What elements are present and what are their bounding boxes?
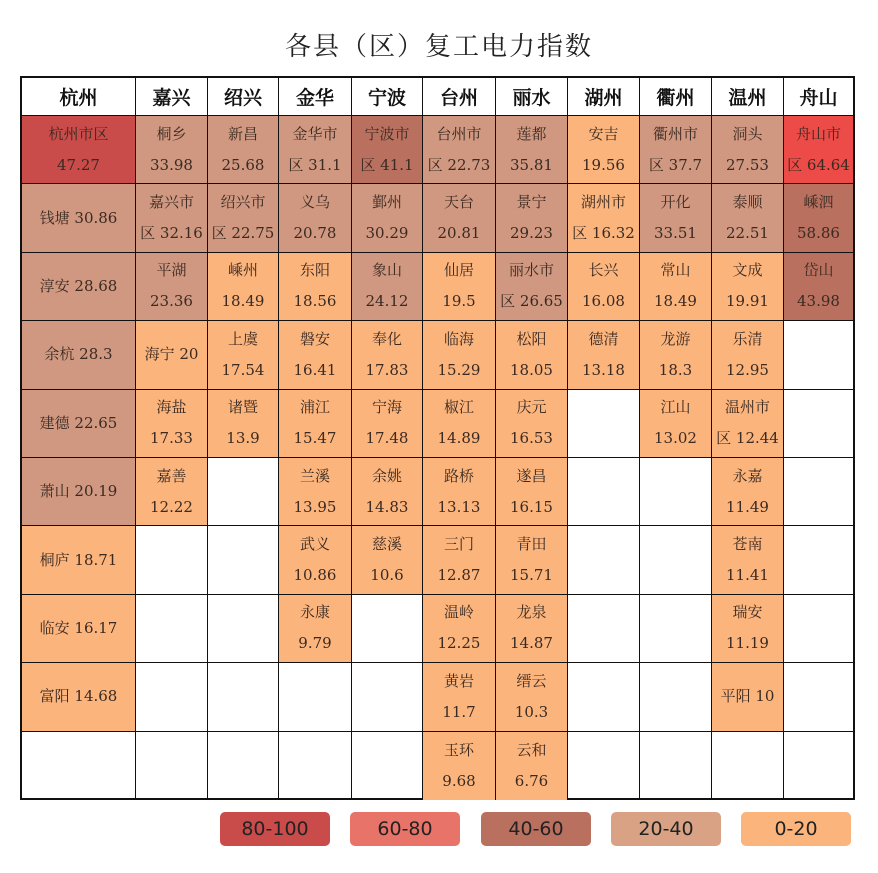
column-header-label: 杭州 bbox=[59, 87, 98, 109]
cell-line-2: 33.98 bbox=[150, 155, 193, 174]
cell-line-2: 14.83 bbox=[365, 497, 409, 516]
cell-line-1: 象山 bbox=[371, 261, 402, 280]
column-header bbox=[496, 78, 568, 116]
cell-line-2: 11.19 bbox=[726, 634, 769, 653]
cell-line-2: 23.36 bbox=[150, 292, 193, 311]
table-cell bbox=[712, 526, 784, 594]
cell-line-2: 区 64.64 bbox=[787, 155, 850, 174]
table-cell bbox=[136, 321, 208, 389]
cell-line-1: 舟山市 bbox=[795, 124, 841, 143]
cell-line-2: 16.41 bbox=[293, 360, 337, 379]
cell-line-1: 义乌 bbox=[299, 193, 330, 212]
empty-cell bbox=[568, 390, 640, 458]
table-cell bbox=[136, 184, 208, 252]
cell-line-2: 14.89 bbox=[437, 429, 481, 448]
table-cell bbox=[279, 116, 352, 184]
cell-line-2: 9.68 bbox=[442, 771, 476, 790]
column-header-label: 衢州 bbox=[656, 87, 695, 109]
table-cell bbox=[784, 184, 853, 252]
table-cell bbox=[640, 321, 712, 389]
cell-line-1: 兰溪 bbox=[299, 466, 330, 485]
cell-line-2: 17.48 bbox=[365, 429, 409, 448]
cell-line-2: 16.08 bbox=[582, 292, 625, 311]
table-cell bbox=[423, 253, 496, 321]
empty-cell bbox=[208, 663, 279, 731]
table-cell bbox=[136, 458, 208, 526]
cell-line-1: 萧山 20.19 bbox=[39, 482, 118, 501]
empty-cell bbox=[568, 595, 640, 663]
table-cell bbox=[279, 184, 352, 252]
table-cell bbox=[136, 116, 208, 184]
cell-line-1: 仙居 bbox=[443, 261, 474, 280]
table-cell bbox=[352, 526, 423, 594]
table-cell bbox=[208, 390, 279, 458]
table-cell bbox=[279, 390, 352, 458]
table-cell bbox=[22, 116, 136, 184]
cell-line-2: 17.33 bbox=[150, 429, 193, 448]
empty-cell bbox=[208, 732, 279, 800]
table-cell bbox=[423, 595, 496, 663]
cell-line-1: 宁海 bbox=[371, 398, 402, 417]
cell-line-2: 43.98 bbox=[797, 292, 840, 311]
legend-label: 80-100 bbox=[241, 818, 309, 840]
legend bbox=[0, 812, 878, 848]
cell-line-1: 建德 22.65 bbox=[39, 413, 118, 432]
cell-line-1: 路桥 bbox=[443, 466, 474, 485]
cell-line-1: 东阳 bbox=[299, 261, 330, 280]
cell-line-1: 武义 bbox=[299, 535, 330, 554]
cell-line-2: 27.53 bbox=[726, 155, 769, 174]
legend-label: 0-20 bbox=[774, 818, 818, 840]
table-cell bbox=[568, 116, 640, 184]
cell-line-1: 嵊泗 bbox=[803, 193, 834, 212]
table-cell bbox=[423, 526, 496, 594]
cell-line-1: 遂昌 bbox=[516, 466, 547, 485]
cell-line-2: 10.3 bbox=[514, 702, 549, 721]
cell-line-2: 16.15 bbox=[510, 497, 553, 516]
table-cell bbox=[496, 732, 568, 800]
table-cell bbox=[712, 595, 784, 663]
cell-line-2: 区 31.1 bbox=[288, 155, 342, 174]
cell-line-2: 35.81 bbox=[510, 155, 553, 174]
legend-item bbox=[741, 812, 851, 846]
column-header bbox=[279, 78, 352, 116]
cell-line-2: 10.6 bbox=[370, 566, 404, 585]
cell-line-2: 11.41 bbox=[726, 566, 769, 585]
cell-line-2: 18.3 bbox=[658, 360, 693, 379]
cell-line-1: 永嘉 bbox=[732, 466, 763, 485]
empty-cell bbox=[352, 732, 423, 800]
table-cell bbox=[208, 253, 279, 321]
empty-cell bbox=[136, 732, 208, 800]
table-cell bbox=[712, 184, 784, 252]
cell-line-1: 洞头 bbox=[732, 124, 763, 143]
table-cell bbox=[712, 458, 784, 526]
table-cell bbox=[640, 116, 712, 184]
table-cell bbox=[22, 458, 136, 526]
table-cell bbox=[712, 663, 784, 731]
cell-line-2: 区 41.1 bbox=[360, 155, 414, 174]
cell-line-2: 15.47 bbox=[293, 429, 337, 448]
cell-line-2: 14.87 bbox=[510, 634, 553, 653]
cell-line-1: 金华市 bbox=[292, 124, 338, 143]
cell-line-2: 19.91 bbox=[726, 292, 769, 311]
table-cell bbox=[496, 321, 568, 389]
cell-line-2: 13.13 bbox=[437, 497, 481, 516]
table-cell bbox=[640, 184, 712, 252]
table-cell bbox=[208, 116, 279, 184]
table-cell bbox=[279, 458, 352, 526]
cell-line-2: 区 16.32 bbox=[572, 224, 635, 243]
empty-cell bbox=[208, 458, 279, 526]
column-header bbox=[640, 78, 712, 116]
cell-line-2: 9.79 bbox=[298, 634, 332, 653]
cell-line-2: 18.05 bbox=[510, 360, 553, 379]
table-cell bbox=[496, 390, 568, 458]
cell-line-2: 24.12 bbox=[365, 292, 409, 311]
empty-cell bbox=[784, 663, 853, 731]
cell-line-2: 30.29 bbox=[365, 224, 409, 243]
empty-cell bbox=[784, 732, 853, 800]
cell-line-1: 龙游 bbox=[660, 329, 691, 348]
cell-line-1: 三门 bbox=[443, 535, 474, 554]
table-cell bbox=[208, 184, 279, 252]
table-cell bbox=[352, 253, 423, 321]
cell-line-2: 19.56 bbox=[582, 155, 625, 174]
table-cell bbox=[496, 458, 568, 526]
table-cell bbox=[279, 321, 352, 389]
cell-line-1: 鄞州 bbox=[371, 193, 402, 212]
cell-line-2: 11.49 bbox=[726, 497, 769, 516]
table-cell bbox=[423, 732, 496, 800]
cell-line-1: 上虞 bbox=[227, 329, 258, 348]
empty-cell bbox=[279, 732, 352, 800]
table-cell bbox=[712, 253, 784, 321]
cell-line-1: 泰顺 bbox=[732, 193, 763, 212]
cell-line-1: 永康 bbox=[299, 603, 330, 622]
column-header-label: 湖州 bbox=[584, 87, 623, 109]
cell-line-1: 浦江 bbox=[299, 398, 330, 417]
legend-label: 40-60 bbox=[508, 818, 564, 840]
empty-cell bbox=[208, 526, 279, 594]
cell-line-1: 宁波市 bbox=[364, 124, 410, 143]
cell-line-2: 6.76 bbox=[514, 771, 549, 790]
chart-title: 各县（区）复工电力指数 bbox=[284, 32, 593, 62]
cell-line-1: 余杭 28.3 bbox=[44, 345, 113, 364]
cell-line-1: 钱塘 30.86 bbox=[39, 208, 118, 227]
cell-line-1: 台州市 bbox=[436, 124, 482, 143]
table-cell bbox=[496, 526, 568, 594]
cell-line-2: 47.27 bbox=[57, 155, 100, 174]
cell-line-1: 杭州市区 bbox=[48, 124, 109, 143]
cell-line-1: 慈溪 bbox=[371, 535, 402, 554]
empty-cell bbox=[568, 732, 640, 800]
column-header-label: 台州 bbox=[439, 87, 478, 109]
table-cell bbox=[352, 390, 423, 458]
table-cell bbox=[22, 663, 136, 731]
column-header-label: 宁波 bbox=[367, 87, 406, 109]
cell-line-2: 13.95 bbox=[293, 497, 337, 516]
cell-line-1: 景宁 bbox=[516, 193, 547, 212]
cell-line-1: 文成 bbox=[732, 261, 763, 280]
table-cell bbox=[423, 390, 496, 458]
table-cell bbox=[784, 253, 853, 321]
cell-line-1: 绍兴市 bbox=[220, 193, 266, 212]
empty-cell bbox=[22, 732, 136, 800]
cell-line-2: 20.81 bbox=[437, 224, 481, 243]
cell-line-1: 丽水市 bbox=[508, 261, 554, 280]
empty-cell bbox=[784, 595, 853, 663]
cell-line-2: 区 32.16 bbox=[140, 224, 203, 243]
cell-line-2: 19.5 bbox=[442, 292, 476, 311]
cell-line-2: 12.87 bbox=[437, 566, 481, 585]
cell-line-2: 15.71 bbox=[510, 566, 553, 585]
table-cell bbox=[279, 595, 352, 663]
table-cell bbox=[423, 116, 496, 184]
cell-line-1: 天台 bbox=[443, 193, 474, 212]
cell-line-1: 松阳 bbox=[516, 329, 547, 348]
table-cell bbox=[136, 253, 208, 321]
empty-cell bbox=[136, 526, 208, 594]
index-table bbox=[20, 76, 855, 800]
table-cell bbox=[640, 253, 712, 321]
cell-line-2: 10.86 bbox=[293, 566, 337, 585]
cell-line-2: 18.49 bbox=[221, 292, 265, 311]
cell-line-1: 云和 bbox=[516, 740, 547, 759]
cell-line-1: 海宁 20 bbox=[144, 345, 199, 364]
empty-cell bbox=[640, 595, 712, 663]
cell-line-1: 瑞安 bbox=[732, 603, 763, 622]
legend-item bbox=[220, 812, 330, 846]
table-cell bbox=[712, 390, 784, 458]
cell-line-2: 区 22.75 bbox=[211, 224, 275, 243]
table-cell bbox=[568, 253, 640, 321]
cell-line-2: 17.83 bbox=[365, 360, 409, 379]
cell-line-1: 海盐 bbox=[156, 398, 187, 417]
empty-cell bbox=[352, 663, 423, 731]
cell-line-1: 龙泉 bbox=[516, 603, 547, 622]
table-cell bbox=[279, 253, 352, 321]
column-header bbox=[208, 78, 279, 116]
column-header-label: 温州 bbox=[728, 87, 767, 109]
empty-cell bbox=[640, 458, 712, 526]
cell-line-2: 20.78 bbox=[293, 224, 337, 243]
cell-line-1: 奉化 bbox=[371, 329, 402, 348]
table-cell bbox=[22, 526, 136, 594]
table-cell bbox=[640, 390, 712, 458]
table-cell bbox=[496, 663, 568, 731]
table-cell bbox=[352, 458, 423, 526]
empty-cell bbox=[568, 526, 640, 594]
cell-line-1: 莲都 bbox=[516, 124, 547, 143]
cell-line-1: 平阳 10 bbox=[720, 687, 775, 706]
cell-line-1: 嘉兴市 bbox=[148, 193, 194, 212]
cell-line-1: 玉环 bbox=[443, 740, 474, 759]
cell-line-2: 13.02 bbox=[654, 429, 697, 448]
cell-line-2: 区 37.7 bbox=[648, 155, 703, 174]
cell-line-2: 15.29 bbox=[437, 360, 481, 379]
cell-line-1: 富阳 14.68 bbox=[39, 687, 118, 706]
empty-cell bbox=[784, 526, 853, 594]
empty-cell bbox=[640, 526, 712, 594]
cell-line-1: 磐安 bbox=[299, 329, 330, 348]
table-cell bbox=[496, 253, 568, 321]
cell-line-2: 16.53 bbox=[510, 429, 553, 448]
cell-line-2: 区 26.65 bbox=[500, 292, 563, 311]
cell-line-1: 平湖 bbox=[156, 261, 187, 280]
cell-line-2: 29.23 bbox=[510, 224, 553, 243]
cell-line-1: 开化 bbox=[660, 193, 691, 212]
cell-line-1: 缙云 bbox=[516, 671, 547, 690]
table-cell bbox=[423, 321, 496, 389]
column-header bbox=[784, 78, 853, 116]
legend-label: 20-40 bbox=[638, 818, 694, 840]
cell-line-1: 温州市 bbox=[724, 398, 770, 417]
cell-line-1: 椒江 bbox=[443, 398, 474, 417]
table-cell bbox=[784, 116, 853, 184]
cell-line-1: 岱山 bbox=[803, 261, 834, 280]
table-cell bbox=[496, 595, 568, 663]
empty-cell bbox=[640, 663, 712, 731]
legend-item bbox=[611, 812, 721, 846]
cell-line-1: 新昌 bbox=[227, 124, 258, 143]
table-cell bbox=[352, 184, 423, 252]
cell-line-1: 黄岩 bbox=[443, 671, 474, 690]
cell-line-2: 33.51 bbox=[654, 224, 697, 243]
table-cell bbox=[423, 663, 496, 731]
cell-line-1: 桐乡 bbox=[156, 124, 187, 143]
cell-line-2: 12.25 bbox=[437, 634, 481, 653]
table-cell bbox=[22, 390, 136, 458]
table-cell bbox=[22, 253, 136, 321]
table-cell bbox=[22, 595, 136, 663]
cell-line-2: 58.86 bbox=[797, 224, 840, 243]
cell-line-2: 22.51 bbox=[726, 224, 769, 243]
empty-cell bbox=[279, 663, 352, 731]
column-header-label: 嘉兴 bbox=[152, 87, 191, 109]
cell-line-1: 淳安 28.68 bbox=[39, 276, 118, 295]
cell-line-1: 嘉善 bbox=[156, 466, 187, 485]
empty-cell bbox=[712, 732, 784, 800]
column-header bbox=[22, 78, 136, 116]
cell-line-1: 临安 16.17 bbox=[39, 618, 118, 637]
table-cell bbox=[568, 321, 640, 389]
cell-line-1: 德清 bbox=[588, 329, 619, 348]
cell-line-1: 苍南 bbox=[732, 535, 763, 554]
table-cell bbox=[279, 526, 352, 594]
table-cell bbox=[423, 458, 496, 526]
empty-cell bbox=[136, 663, 208, 731]
cell-line-1: 嵊州 bbox=[227, 261, 258, 280]
cell-line-2: 25.68 bbox=[221, 155, 265, 174]
cell-line-1: 青田 bbox=[516, 535, 547, 554]
empty-cell bbox=[784, 390, 853, 458]
legend-label: 60-80 bbox=[377, 818, 433, 840]
table-cell bbox=[568, 184, 640, 252]
column-header bbox=[136, 78, 208, 116]
empty-cell bbox=[136, 595, 208, 663]
cell-line-2: 18.49 bbox=[654, 292, 697, 311]
table-cell bbox=[712, 116, 784, 184]
table-cell bbox=[208, 321, 279, 389]
cell-line-2: 12.95 bbox=[726, 360, 769, 379]
table-cell bbox=[496, 116, 568, 184]
cell-line-2: 18.56 bbox=[293, 292, 337, 311]
table-cell bbox=[352, 321, 423, 389]
cell-line-1: 安吉 bbox=[588, 124, 619, 143]
table-cell bbox=[136, 390, 208, 458]
cell-line-1: 余姚 bbox=[371, 466, 402, 485]
column-header bbox=[712, 78, 784, 116]
legend-item bbox=[350, 812, 460, 846]
table-cell bbox=[496, 184, 568, 252]
cell-line-2: 12.22 bbox=[150, 497, 193, 516]
column-header-label: 金华 bbox=[295, 87, 334, 109]
empty-cell bbox=[568, 663, 640, 731]
empty-cell bbox=[784, 458, 853, 526]
cell-line-1: 临海 bbox=[443, 329, 474, 348]
cell-line-1: 诸暨 bbox=[227, 398, 258, 417]
table-cell bbox=[352, 116, 423, 184]
cell-line-1: 庆元 bbox=[516, 398, 547, 417]
cell-line-2: 区 12.44 bbox=[716, 429, 779, 448]
table-cell bbox=[22, 184, 136, 252]
cell-line-1: 湖州市 bbox=[580, 193, 626, 212]
cell-line-1: 桐庐 18.71 bbox=[39, 550, 118, 569]
cell-line-1: 衢州市 bbox=[652, 124, 698, 143]
cell-line-2: 13.9 bbox=[226, 429, 260, 448]
column-header bbox=[352, 78, 423, 116]
cell-line-1: 江山 bbox=[660, 398, 691, 417]
table-cell bbox=[22, 321, 136, 389]
cell-line-1: 乐清 bbox=[732, 329, 763, 348]
cell-line-2: 区 22.73 bbox=[427, 155, 491, 174]
empty-cell bbox=[640, 732, 712, 800]
cell-line-1: 长兴 bbox=[588, 261, 619, 280]
column-header-label: 丽水 bbox=[512, 87, 551, 109]
cell-line-2: 11.7 bbox=[442, 702, 476, 721]
column-header bbox=[423, 78, 496, 116]
empty-cell bbox=[352, 595, 423, 663]
cell-line-1: 温岭 bbox=[443, 603, 474, 622]
legend-item bbox=[481, 812, 591, 846]
empty-cell bbox=[208, 595, 279, 663]
column-header-label: 绍兴 bbox=[223, 87, 262, 109]
empty-cell bbox=[784, 321, 853, 389]
column-header bbox=[568, 78, 640, 116]
empty-cell bbox=[568, 458, 640, 526]
table-cell bbox=[712, 321, 784, 389]
table-cell bbox=[423, 184, 496, 252]
cell-line-1: 常山 bbox=[660, 261, 691, 280]
column-header-label: 舟山 bbox=[799, 87, 838, 109]
cell-line-2: 17.54 bbox=[221, 360, 265, 379]
cell-line-2: 13.18 bbox=[582, 360, 625, 379]
